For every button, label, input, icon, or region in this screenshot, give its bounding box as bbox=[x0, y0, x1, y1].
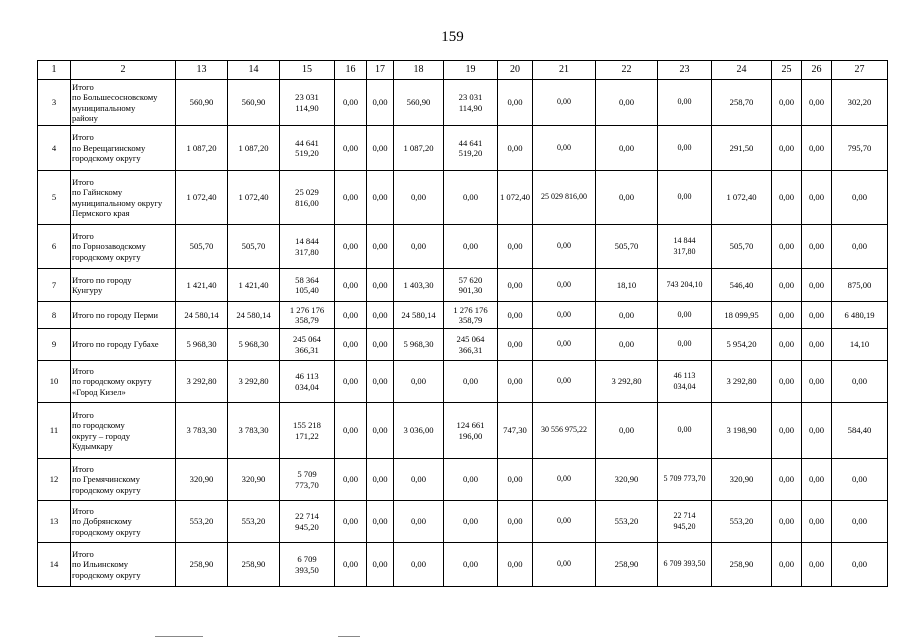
table-cell: 747,30 bbox=[498, 403, 533, 459]
table-cell: 25 029 816,00 bbox=[280, 171, 335, 225]
column-header: 14 bbox=[228, 61, 280, 80]
table-cell: 0,00 bbox=[596, 403, 658, 459]
territory-name-cell: Итого по Гайнскому муниципальному округу Пермского края bbox=[71, 171, 176, 225]
table-cell: 258,90 bbox=[712, 543, 772, 587]
table-cell: 5 968,30 bbox=[176, 329, 228, 361]
table-cell: 245 064 366,31 bbox=[444, 329, 498, 361]
table-cell: 0,00 bbox=[533, 225, 596, 269]
table-cell: 0,00 bbox=[772, 501, 802, 543]
table-cell: 1 087,20 bbox=[176, 126, 228, 171]
table-cell: 1 276 176 358,79 bbox=[444, 302, 498, 329]
table-cell: 0,00 bbox=[772, 403, 802, 459]
table-cell: 0,00 bbox=[367, 403, 394, 459]
column-header: 24 bbox=[712, 61, 772, 80]
column-header: 16 bbox=[335, 61, 367, 80]
table-cell: 0,00 bbox=[444, 501, 498, 543]
table-cell: 0,00 bbox=[498, 80, 533, 126]
table-cell: 0,00 bbox=[498, 361, 533, 403]
table-cell: 795,70 bbox=[832, 126, 888, 171]
table-cell: 0,00 bbox=[335, 501, 367, 543]
table-cell: 0,00 bbox=[802, 329, 832, 361]
table-cell: 0,00 bbox=[498, 269, 533, 302]
table-cell: 14 844 317,80 bbox=[280, 225, 335, 269]
table-cell: 0,00 bbox=[772, 302, 802, 329]
territory-name-cell: Итого по Гремячинскому городскому округу bbox=[71, 459, 176, 501]
table-cell: 0,00 bbox=[335, 459, 367, 501]
table-cell: 22 714 945,20 bbox=[280, 501, 335, 543]
table-cell: 0,00 bbox=[533, 80, 596, 126]
table-cell: 0,00 bbox=[335, 269, 367, 302]
table-cell: 0,00 bbox=[772, 126, 802, 171]
table-cell: 5 954,20 bbox=[712, 329, 772, 361]
table-cell: 320,90 bbox=[228, 459, 280, 501]
table-cell: 44 641 519,20 bbox=[444, 126, 498, 171]
table-cell: 0,00 bbox=[444, 225, 498, 269]
table-cell: 3 198,90 bbox=[712, 403, 772, 459]
table-cell: 0,00 bbox=[444, 361, 498, 403]
table-cell: 0,00 bbox=[394, 361, 444, 403]
column-header: 2 bbox=[71, 61, 176, 80]
header-row bbox=[38, 61, 888, 80]
table-row bbox=[38, 543, 888, 587]
table-cell: 302,20 bbox=[832, 80, 888, 126]
territory-name-cell: Итого по городскому округу – городу Кудымкару bbox=[71, 403, 176, 459]
table-cell: 0,00 bbox=[533, 501, 596, 543]
table-cell: 46 113 034,04 bbox=[280, 361, 335, 403]
table-cell: 0,00 bbox=[367, 329, 394, 361]
table-cell: 0,00 bbox=[367, 269, 394, 302]
column-header: 25 bbox=[772, 61, 802, 80]
table-row bbox=[38, 329, 888, 361]
table-cell: 0,00 bbox=[802, 459, 832, 501]
table-cell: 0,00 bbox=[498, 501, 533, 543]
table-cell: 245 064 366,31 bbox=[280, 329, 335, 361]
table-cell: 10 bbox=[38, 361, 71, 403]
table-cell: 23 031 114,90 bbox=[280, 80, 335, 126]
column-header: 23 bbox=[658, 61, 712, 80]
table-cell: 553,20 bbox=[596, 501, 658, 543]
table-cell: 13 bbox=[38, 501, 71, 543]
table-cell: 3 bbox=[38, 80, 71, 126]
table-cell: 0,00 bbox=[772, 329, 802, 361]
table-cell: 0,00 bbox=[596, 171, 658, 225]
table-cell: 0,00 bbox=[335, 80, 367, 126]
table-cell: 0,00 bbox=[802, 80, 832, 126]
column-header: 13 bbox=[176, 61, 228, 80]
table-cell: 0,00 bbox=[658, 126, 712, 171]
table-row bbox=[38, 459, 888, 501]
table-cell: 0,00 bbox=[772, 171, 802, 225]
table-cell: 553,20 bbox=[228, 501, 280, 543]
table-cell: 258,90 bbox=[596, 543, 658, 587]
table-row bbox=[38, 302, 888, 329]
table-row bbox=[38, 269, 888, 302]
table-cell: 0,00 bbox=[335, 225, 367, 269]
territory-name-cell: Итого по Большесосновскому муниципальному району bbox=[71, 80, 176, 126]
table-cell: 0,00 bbox=[533, 543, 596, 587]
table-cell: 0,00 bbox=[832, 543, 888, 587]
table-cell: 0,00 bbox=[802, 126, 832, 171]
table-row bbox=[38, 361, 888, 403]
table-cell: 0,00 bbox=[772, 80, 802, 126]
table-cell: 3 292,80 bbox=[176, 361, 228, 403]
column-header: 17 bbox=[367, 61, 394, 80]
table-cell: 743 204,10 bbox=[658, 269, 712, 302]
table-cell: 0,00 bbox=[832, 225, 888, 269]
table-cell: 0,00 bbox=[367, 302, 394, 329]
table-cell: 14 844 317,80 bbox=[658, 225, 712, 269]
column-header: 21 bbox=[533, 61, 596, 80]
table-cell: 18,10 bbox=[596, 269, 658, 302]
table-cell: 0,00 bbox=[832, 459, 888, 501]
territory-name-cell: Итого по городскому округу «Город Кизел» bbox=[71, 361, 176, 403]
table-cell: 320,90 bbox=[596, 459, 658, 501]
table-cell: 0,00 bbox=[802, 302, 832, 329]
table-row bbox=[38, 126, 888, 171]
table-row bbox=[38, 225, 888, 269]
table-cell: 3 783,30 bbox=[228, 403, 280, 459]
table-cell: 3 036,00 bbox=[394, 403, 444, 459]
column-header: 20 bbox=[498, 61, 533, 80]
table-cell: 24 580,14 bbox=[394, 302, 444, 329]
column-header: 22 bbox=[596, 61, 658, 80]
table-cell: 5 709 773,70 bbox=[658, 459, 712, 501]
table-cell: 0,00 bbox=[335, 171, 367, 225]
table-cell: 875,00 bbox=[832, 269, 888, 302]
table-cell: 0,00 bbox=[498, 543, 533, 587]
table-cell: 0,00 bbox=[444, 459, 498, 501]
table-cell: 505,70 bbox=[176, 225, 228, 269]
table-cell: 0,00 bbox=[533, 302, 596, 329]
table-cell: 0,00 bbox=[658, 403, 712, 459]
table-cell: 9 bbox=[38, 329, 71, 361]
table-cell: 0,00 bbox=[394, 225, 444, 269]
table-cell: 24 580,14 bbox=[228, 302, 280, 329]
table-cell: 124 661 196,00 bbox=[444, 403, 498, 459]
table-cell: 0,00 bbox=[498, 329, 533, 361]
table-cell: 546,40 bbox=[712, 269, 772, 302]
table-cell: 155 218 171,22 bbox=[280, 403, 335, 459]
table-cell: 0,00 bbox=[832, 171, 888, 225]
table-cell: 258,70 bbox=[712, 80, 772, 126]
table-cell: 0,00 bbox=[772, 459, 802, 501]
table-row bbox=[38, 171, 888, 225]
table-cell: 0,00 bbox=[335, 302, 367, 329]
table-cell: 0,00 bbox=[772, 225, 802, 269]
table-cell: 0,00 bbox=[772, 361, 802, 403]
table-cell: 0,00 bbox=[367, 361, 394, 403]
table-cell: 1 072,40 bbox=[712, 171, 772, 225]
table-cell: 0,00 bbox=[772, 269, 802, 302]
table-cell: 0,00 bbox=[596, 329, 658, 361]
table-cell: 1 072,40 bbox=[176, 171, 228, 225]
column-header: 1 bbox=[38, 61, 71, 80]
table-cell: 7 bbox=[38, 269, 71, 302]
data-table bbox=[37, 60, 888, 587]
table-cell: 258,90 bbox=[176, 543, 228, 587]
column-header: 27 bbox=[832, 61, 888, 80]
table-cell: 0,00 bbox=[596, 126, 658, 171]
table-cell: 505,70 bbox=[228, 225, 280, 269]
table-cell: 0,00 bbox=[335, 543, 367, 587]
table-row bbox=[38, 403, 888, 459]
table-cell: 0,00 bbox=[802, 269, 832, 302]
table-cell: 0,00 bbox=[498, 225, 533, 269]
table-cell: 0,00 bbox=[335, 403, 367, 459]
table-cell: 0,00 bbox=[335, 361, 367, 403]
table-cell: 3 292,80 bbox=[596, 361, 658, 403]
table-cell: 14 bbox=[38, 543, 71, 587]
table-cell: 23 031 114,90 bbox=[444, 80, 498, 126]
table-cell: 1 087,20 bbox=[394, 126, 444, 171]
column-header: 19 bbox=[444, 61, 498, 80]
table-cell: 0,00 bbox=[658, 80, 712, 126]
table-cell: 5 968,30 bbox=[228, 329, 280, 361]
table-cell: 0,00 bbox=[533, 329, 596, 361]
table-cell: 14,10 bbox=[832, 329, 888, 361]
table-cell: 0,00 bbox=[394, 171, 444, 225]
table-cell: 24 580,14 bbox=[176, 302, 228, 329]
table-cell: 320,90 bbox=[176, 459, 228, 501]
table-cell: 8 bbox=[38, 302, 71, 329]
table-cell: 1 072,40 bbox=[498, 171, 533, 225]
table-row bbox=[38, 80, 888, 126]
table-cell: 0,00 bbox=[335, 329, 367, 361]
table-cell: 1 087,20 bbox=[228, 126, 280, 171]
table-cell: 0,00 bbox=[658, 171, 712, 225]
table-cell: 0,00 bbox=[367, 80, 394, 126]
table-cell: 0,00 bbox=[533, 126, 596, 171]
table-cell: 0,00 bbox=[498, 302, 533, 329]
table-cell: 0,00 bbox=[802, 171, 832, 225]
table-cell: 560,90 bbox=[176, 80, 228, 126]
column-header: 15 bbox=[280, 61, 335, 80]
table-cell: 0,00 bbox=[533, 361, 596, 403]
table-cell: 0,00 bbox=[335, 126, 367, 171]
column-header: 26 bbox=[802, 61, 832, 80]
table-cell: 0,00 bbox=[498, 126, 533, 171]
table-cell: 0,00 bbox=[596, 80, 658, 126]
table-cell: 5 bbox=[38, 171, 71, 225]
table-cell: 0,00 bbox=[802, 361, 832, 403]
table-cell: 0,00 bbox=[367, 543, 394, 587]
table-cell: 44 641 519,20 bbox=[280, 126, 335, 171]
territory-name-cell: Итого по городу Кунгуру bbox=[71, 269, 176, 302]
table-cell: 0,00 bbox=[367, 459, 394, 501]
territory-name-cell: Итого по Верещагинскому городскому округу bbox=[71, 126, 176, 171]
table-cell: 0,00 bbox=[394, 459, 444, 501]
table-row bbox=[38, 501, 888, 543]
table-cell: 6 709 393,50 bbox=[280, 543, 335, 587]
table-cell: 30 556 975,22 bbox=[533, 403, 596, 459]
table-cell: 584,40 bbox=[832, 403, 888, 459]
table-cell: 6 480,19 bbox=[832, 302, 888, 329]
table-cell: 22 714 945,20 bbox=[658, 501, 712, 543]
table-cell: 0,00 bbox=[533, 269, 596, 302]
table-cell: 0,00 bbox=[832, 501, 888, 543]
table-cell: 258,90 bbox=[228, 543, 280, 587]
table-cell: 0,00 bbox=[658, 302, 712, 329]
table-cell: 11 bbox=[38, 403, 71, 459]
table-cell: 0,00 bbox=[802, 225, 832, 269]
table-cell: 0,00 bbox=[802, 543, 832, 587]
territory-name-cell: Итого по Добрянскому городскому округу bbox=[71, 501, 176, 543]
table-cell: 12 bbox=[38, 459, 71, 501]
territory-name-cell: Итого по Горнозаводскому городскому округу bbox=[71, 225, 176, 269]
territory-name-cell: Итого по Ильинскому городскому округу bbox=[71, 543, 176, 587]
table-cell: 1 403,30 bbox=[394, 269, 444, 302]
table-cell: 6 709 393,50 bbox=[658, 543, 712, 587]
table-cell: 0,00 bbox=[596, 302, 658, 329]
table-cell: 0,00 bbox=[444, 543, 498, 587]
table-cell: 3 783,30 bbox=[176, 403, 228, 459]
table-cell: 0,00 bbox=[832, 361, 888, 403]
column-header: 18 bbox=[394, 61, 444, 80]
table-cell: 0,00 bbox=[772, 543, 802, 587]
table-cell: 0,00 bbox=[802, 403, 832, 459]
page-number: 159 bbox=[441, 29, 464, 45]
table-cell: 25 029 816,00 bbox=[533, 171, 596, 225]
table-cell: 560,90 bbox=[394, 80, 444, 126]
table-cell: 560,90 bbox=[228, 80, 280, 126]
table-cell: 0,00 bbox=[394, 501, 444, 543]
table-cell: 0,00 bbox=[367, 171, 394, 225]
table-cell: 57 620 901,30 bbox=[444, 269, 498, 302]
table-cell: 1 276 176 358,79 bbox=[280, 302, 335, 329]
table-cell: 3 292,80 bbox=[228, 361, 280, 403]
table-cell: 1 421,40 bbox=[176, 269, 228, 302]
table-cell: 553,20 bbox=[176, 501, 228, 543]
table-cell: 18 099,95 bbox=[712, 302, 772, 329]
table-cell: 4 bbox=[38, 126, 71, 171]
table-cell: 0,00 bbox=[367, 126, 394, 171]
table-cell: 0,00 bbox=[802, 501, 832, 543]
table-cell: 1 072,40 bbox=[228, 171, 280, 225]
table-cell: 5 968,30 bbox=[394, 329, 444, 361]
territory-name-cell: Итого по городу Губахе bbox=[71, 329, 176, 361]
table-cell: 320,90 bbox=[712, 459, 772, 501]
table-cell: 505,70 bbox=[712, 225, 772, 269]
table-cell: 6 bbox=[38, 225, 71, 269]
table-cell: 3 292,80 bbox=[712, 361, 772, 403]
table-cell: 5 709 773,70 bbox=[280, 459, 335, 501]
table-cell: 0,00 bbox=[394, 543, 444, 587]
territory-name-cell: Итого по городу Перми bbox=[71, 302, 176, 329]
table-cell: 505,70 bbox=[596, 225, 658, 269]
table-cell: 291,50 bbox=[712, 126, 772, 171]
table-cell: 46 113 034,04 bbox=[658, 361, 712, 403]
table-cell: 0,00 bbox=[444, 171, 498, 225]
table-cell: 0,00 bbox=[533, 459, 596, 501]
table-cell: 0,00 bbox=[658, 329, 712, 361]
table-cell: 1 421,40 bbox=[228, 269, 280, 302]
table-cell: 0,00 bbox=[367, 225, 394, 269]
table-cell: 0,00 bbox=[367, 501, 394, 543]
table-cell: 58 364 105,40 bbox=[280, 269, 335, 302]
table-cell: 0,00 bbox=[498, 459, 533, 501]
table-cell: 553,20 bbox=[712, 501, 772, 543]
